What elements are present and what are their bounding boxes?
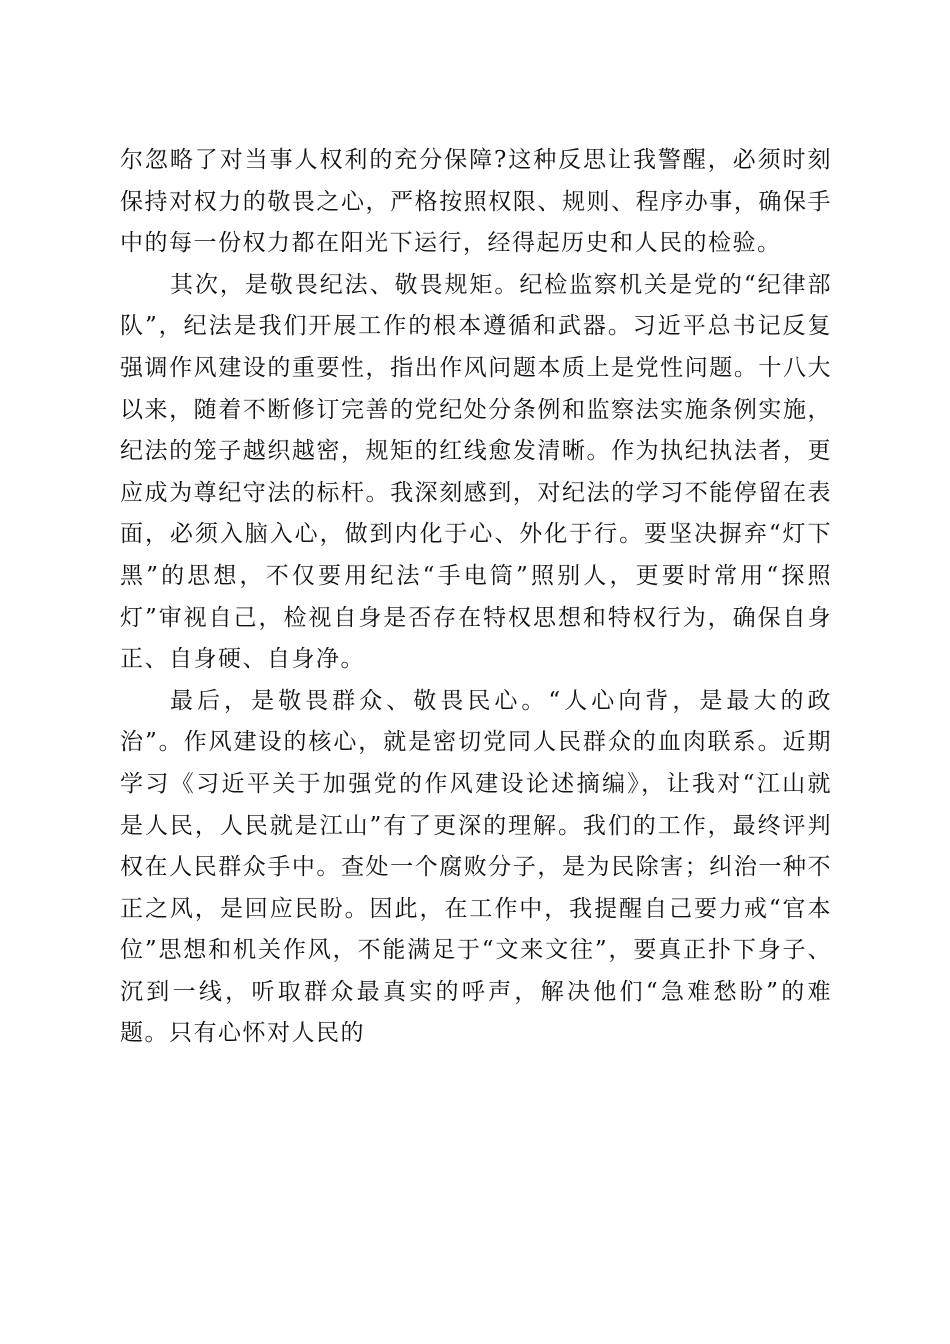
paragraph-3: 最后，是敬畏群众、敬畏民心。“人心向背，是最大的政治”。作风建设的核心，就是密切党同人民群众的血肉联系。近期学习《习近平关于加强党的作风建设论述摘编》，让我对“江山就是人民，人民就是江山”有了更深的理解。我们的工作，最终评判权在人民群众手中。查处一个腐败分子，是为民除害；纠治一种不正之风，是回应民盼。因此，在工作中，我提醒自己要力戒“官本位”思想和机关作风，不能满足于“文来文往”，要真正扑下身子、沉到一线，听取群众最真实的呼声，解决他们“急难愁盼”的难题。只有心怀对人民的: [120, 687, 832, 1047]
document-body: [120, 140, 832, 1055]
paragraph-1: 尔忽略了对当事人权利的充分保障?这种反思让我警醒，必须时刻保持对权力的敬畏之心，严格按照权限、规则、程序办事，确保手中的每一份权力都在阳光下运行，经得起历史和人民的检验。: [120, 147, 832, 257]
paragraph-2: 其次，是敬畏纪法、敬畏规矩。纪检监察机关是党的“纪律部队”，纪法是我们开展工作的根本遵循和武器。习近平总书记反复强调作风建设的重要性，指出作风问题本质上是党性问题。十八大以来，随着不断修订完善的党纪处分条例和监察法实施条例实施，纪法的笼子越织越密，规矩的红线愈发清晰。作为执纪执法者，更应成为尊纪守法的标杆。我深刻感到，对纪法的学习不能停留在表面，必须入脑入心，做到内化于心、外化于行。要坚决摒弃“灯下黑”的思想，不仅要用纪法“手电筒”照别人，更要时常用“探照灯”审视自己，检视自身是否存在特权思想和特权行为，确保自身正、自身硬、自身净。: [120, 271, 832, 673]
